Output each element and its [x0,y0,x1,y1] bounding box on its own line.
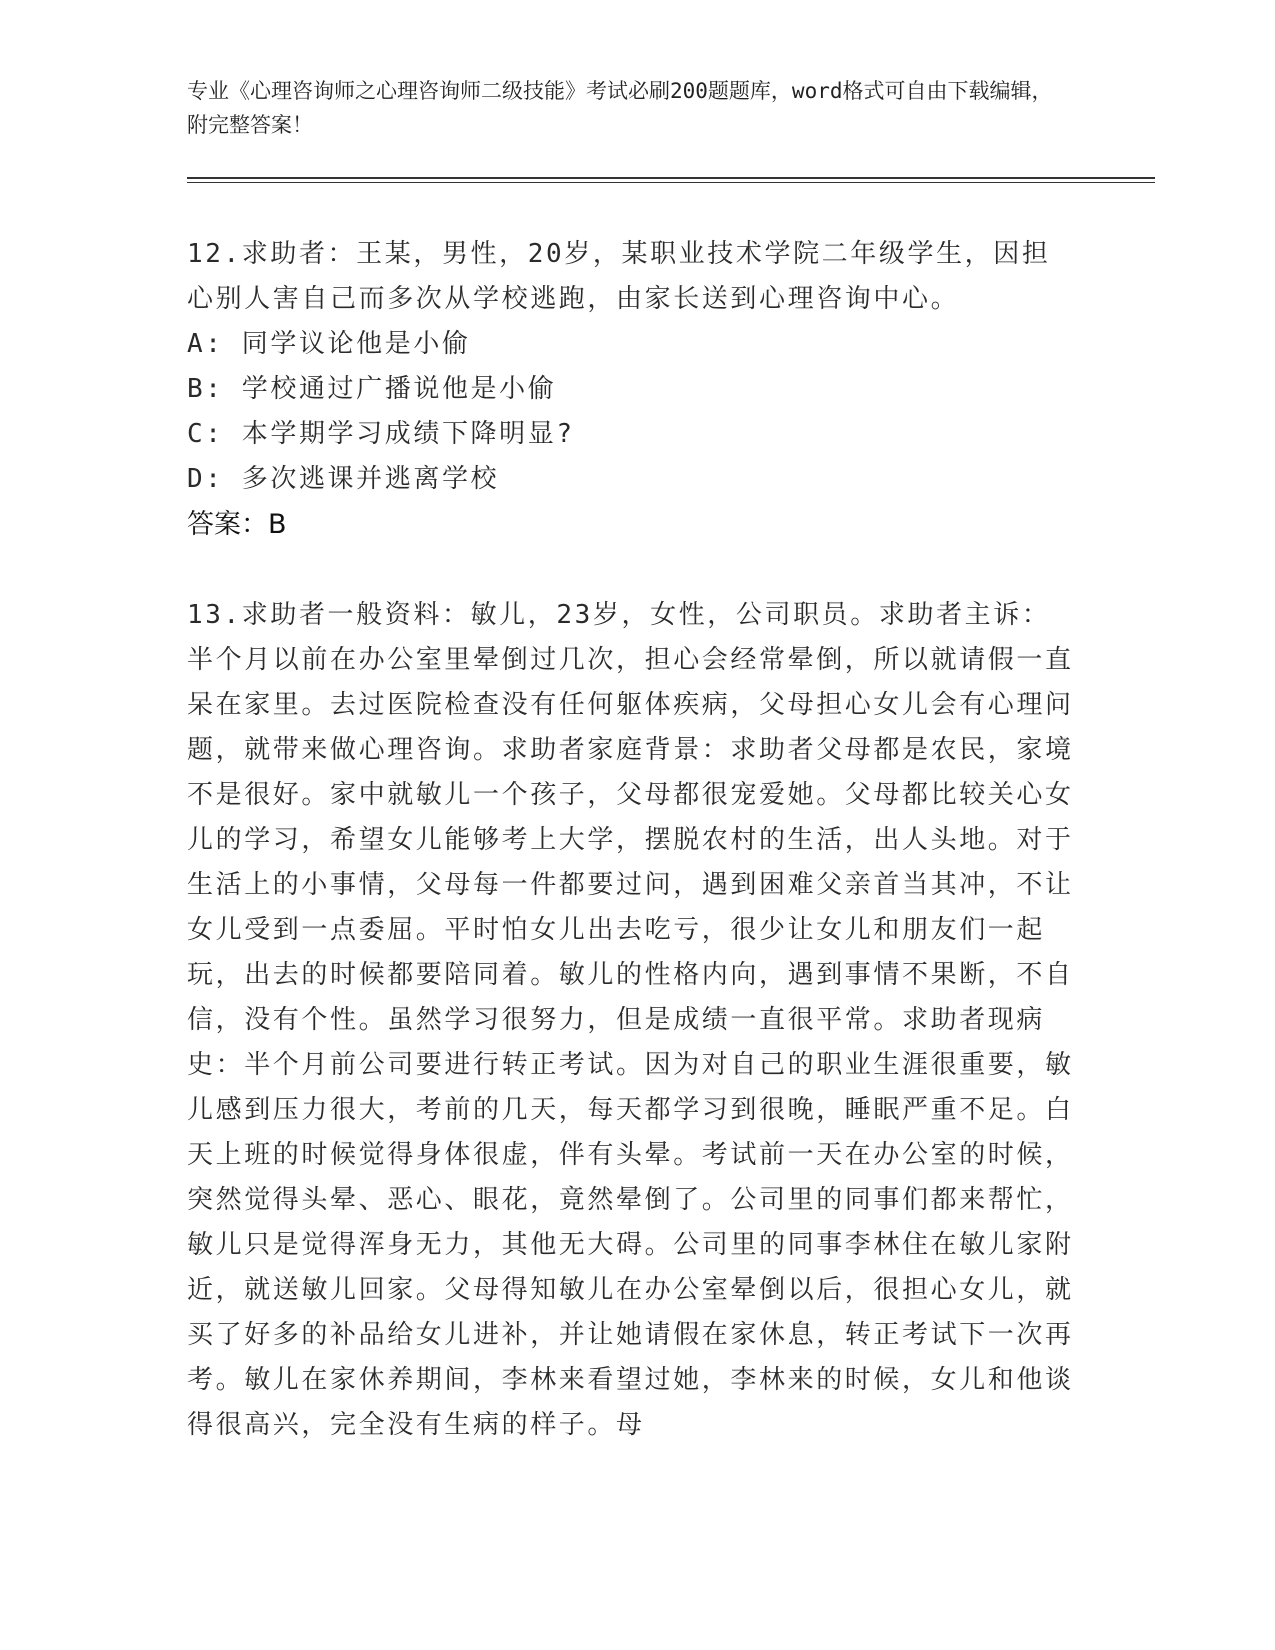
document-header: 专业《心理咨询师之心理咨询师二级技能》考试必刷200题题库，word格式可自由下载编辑，附完整答案！ [187,79,1053,137]
header-divider-thick [187,177,1155,179]
question-list [187,232,1077,1448]
answer-label: 答案：B [187,509,287,540]
option-d: D: 多次逃课并逃离学校 [187,464,500,494]
header-divider-thin [187,182,1155,183]
option-a: A: 同学议论他是小偷 [187,329,471,359]
question-13 [187,593,1077,1448]
option-c: C: 本学期学习成绩下降明显? [187,419,575,449]
question-stem: 12.求助者：王某，男性，20岁，某职业技术学院二年级学生，因担心别人害自己而多次从学校逃跑，由家长送到心理咨询中心。 [187,239,1051,314]
option-b: B: 学校通过广播说他是小偷 [187,374,557,404]
question-12 [187,232,1077,548]
question-stem: 13.求助者一般资料：敏儿，23岁，女性，公司职员。求助者主诉：半个月以前在办公室里晕倒过几次，担心会经常晕倒，所以就请假一直呆在家里。去过医院检查没有任何躯体疾病，父母担心女儿会有心理问题，就带来做心理咨询。求助者家庭背景：求助者父母都是农民，家境不是很好。家中就敏儿一个孩子，父母都很宠爱她。父母都比较关心女儿的学习，希望女儿能够考上大学，摆脱农村的生活，出人头地。对于生活上的小事情，父母每一件都要过问，遇到困难父亲首当其冲，不让女儿受到一点委屈。平时怕女儿出去吃亏，很少让女儿和朋友们一起玩，出去的时候都要陪同着。敏儿的性格内向，遇到事情不果断，不自信，没有个性。虽然学习很努力，但是成绩一直很平常。求助者现病史：半个月前公司要进行转正考试。因为对自己的职业生涯很重要，敏儿感到压力很大，考前的几天，每天都学习到很晚，睡眠严重不足。白天上班的时候觉得身体很虚，伴有头晕。考试前一天在办公室的时候，突然觉得头晕、恶心、眼花，竟然晕倒了。公司里的同事们都来帮忙，敏儿只是觉得浑身无力，其他无大碍。公司里的同事李林住在敏儿家附近，就送敏儿回家。父母得知敏儿在办公室晕倒以后，很担心女儿，就买了好多的补品给女儿进补，并让她请假在家休息，转正考试下一次再考。敏儿在家休养期间，李林来看望过她，李林来的时候，女儿和他谈得很高兴，完全没有生病的样子。母 [187,600,1074,1440]
